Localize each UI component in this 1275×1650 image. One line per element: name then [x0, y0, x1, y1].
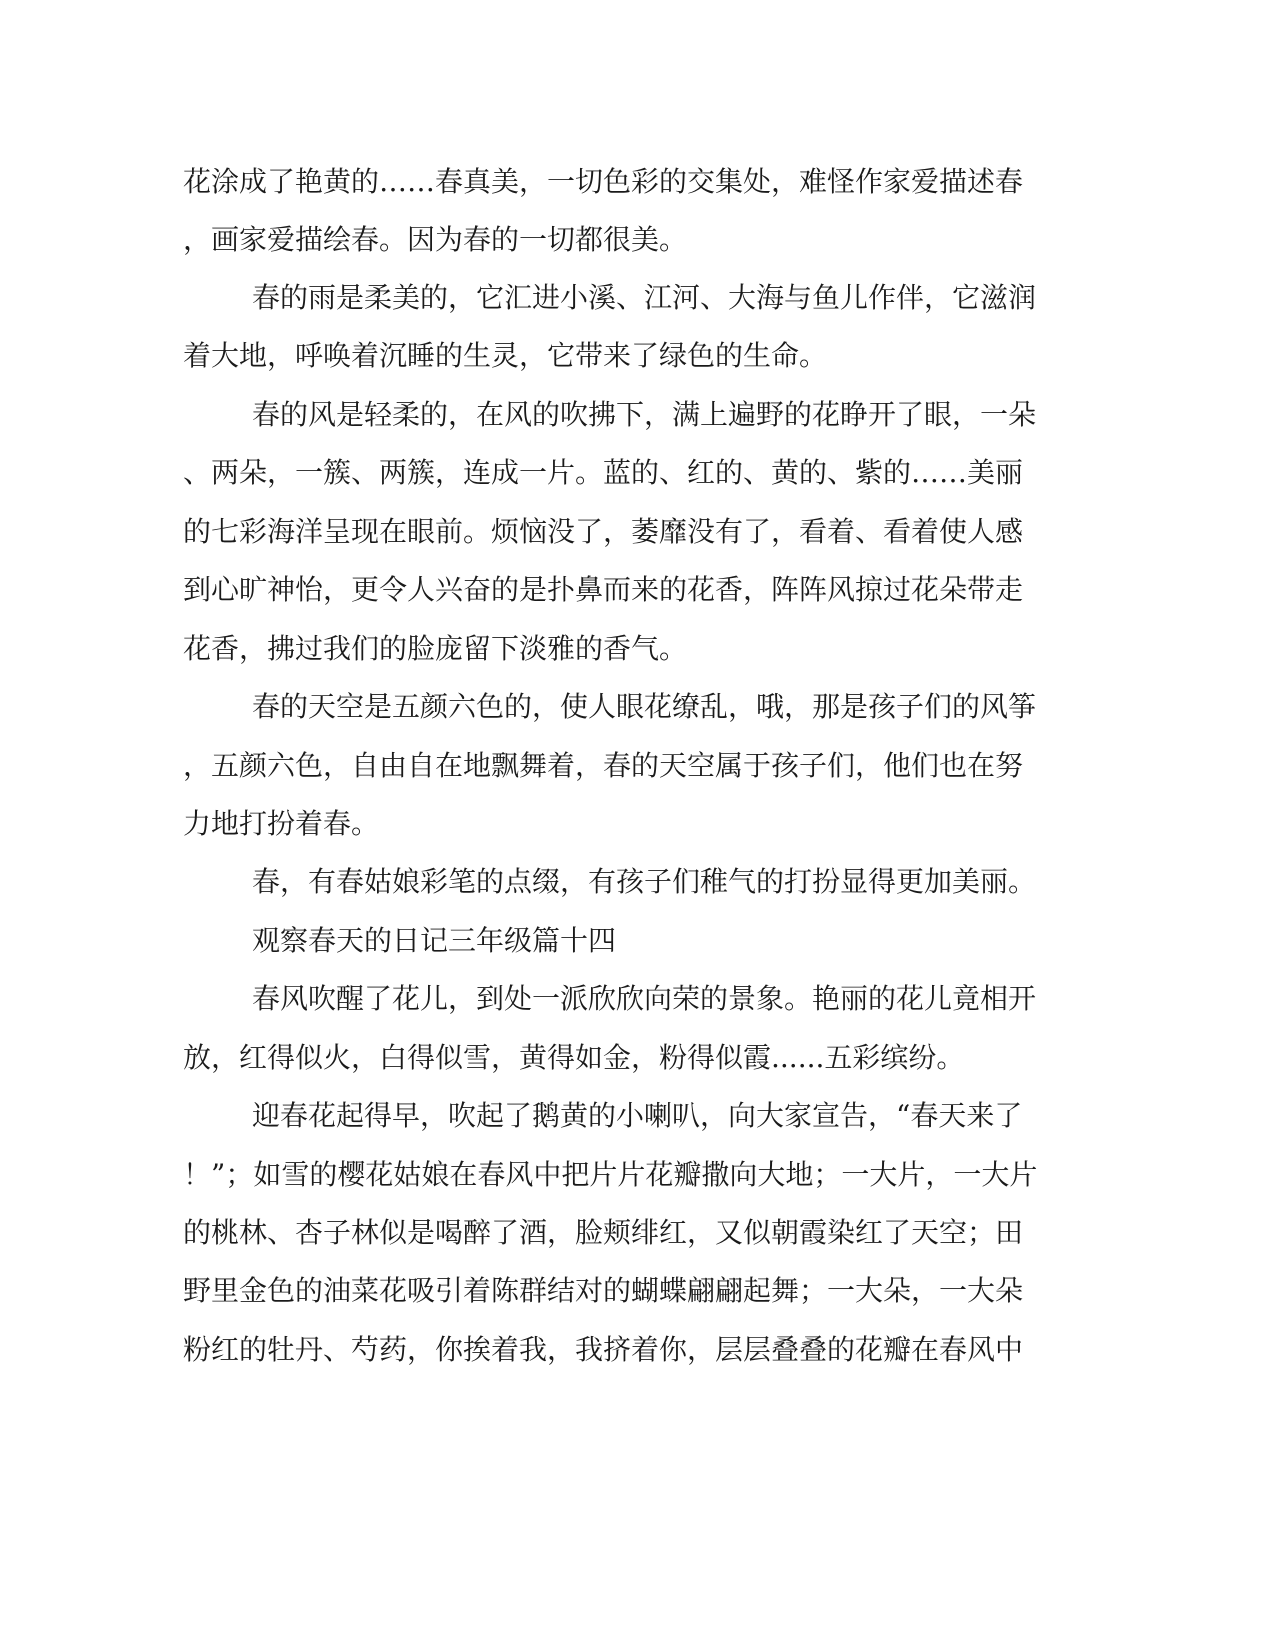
- text-line: ，五颜六色，自由自在地飘舞着，春的天空属于孩子们，他们也在努: [183, 749, 1024, 782]
- text-line: 花香，拂过我们的脸庞留下淡雅的香气。: [183, 632, 688, 665]
- paragraph-first-line: 迎春花起得早，吹起了鹅黄的小喇叭，向大家宣告，“春天来了: [252, 1099, 1023, 1132]
- text-line: 力地打扮着春。: [183, 807, 380, 840]
- paragraph-first-line: 春的天空是五颜六色的，使人眼花缭乱，哦，那是孩子们的风筝: [252, 690, 1037, 723]
- text-line: 到心旷神怡，更令人兴奋的是扑鼻而来的花香，阵阵风掠过花朵带走: [183, 573, 1024, 606]
- text-line: 粉红的牡丹、芍药，你挨着我，我挤着你，层层叠叠的花瓣在春风中: [183, 1333, 1024, 1366]
- text-line: ，画家爱描绘春。因为春的一切都很美。: [183, 223, 688, 256]
- section-heading: 观察春天的日记三年级篇十四: [252, 924, 617, 957]
- paragraph-first-line: 春的雨是柔美的，它汇进小溪、江河、大海与鱼儿作伴，它滋润: [252, 281, 1037, 314]
- text-line: 花涂成了艳黄的……春真美，一切色彩的交集处，难怪作家爱描述春: [183, 165, 1024, 198]
- text-line: 放，红得似火，白得似雪，黄得如金，粉得似霞......五彩缤纷。: [183, 1041, 965, 1074]
- paragraph-first-line: 春风吹醒了花儿，到处一派欣欣向荣的景象。艳丽的花儿竟相开: [252, 982, 1037, 1015]
- text-line: 的桃林、杏子林似是喝醉了酒，脸颊绯红，又似朝霞染红了天空；田: [183, 1216, 1024, 1249]
- text-line: 着大地，呼唤着沉睡的生灵，它带来了绿色的生命。: [183, 339, 828, 372]
- text-line: 野里金色的油菜花吸引着陈群结对的蝴蝶翩翩起舞；一大朵，一大朵: [183, 1274, 1024, 1307]
- paragraph-first-line: 春，有春姑娘彩笔的点缀，有孩子们稚气的打扮显得更加美丽。: [252, 865, 1037, 898]
- text-line: 的七彩海洋呈现在眼前。烦恼没了，萎靡没有了，看着、看着使人感: [183, 515, 1024, 548]
- text-line: ！”；如雪的樱花姑娘在春风中把片片花瓣撒向大地；一大片，一大片: [183, 1158, 1038, 1191]
- text-line: 、两朵，一簇、两簇，连成一片。蓝的、红的、黄的、紫的……美丽: [183, 456, 1024, 489]
- paragraph-first-line: 春的风是轻柔的，在风的吹拂下，满上遍野的花睁开了眼，一朵: [252, 398, 1037, 431]
